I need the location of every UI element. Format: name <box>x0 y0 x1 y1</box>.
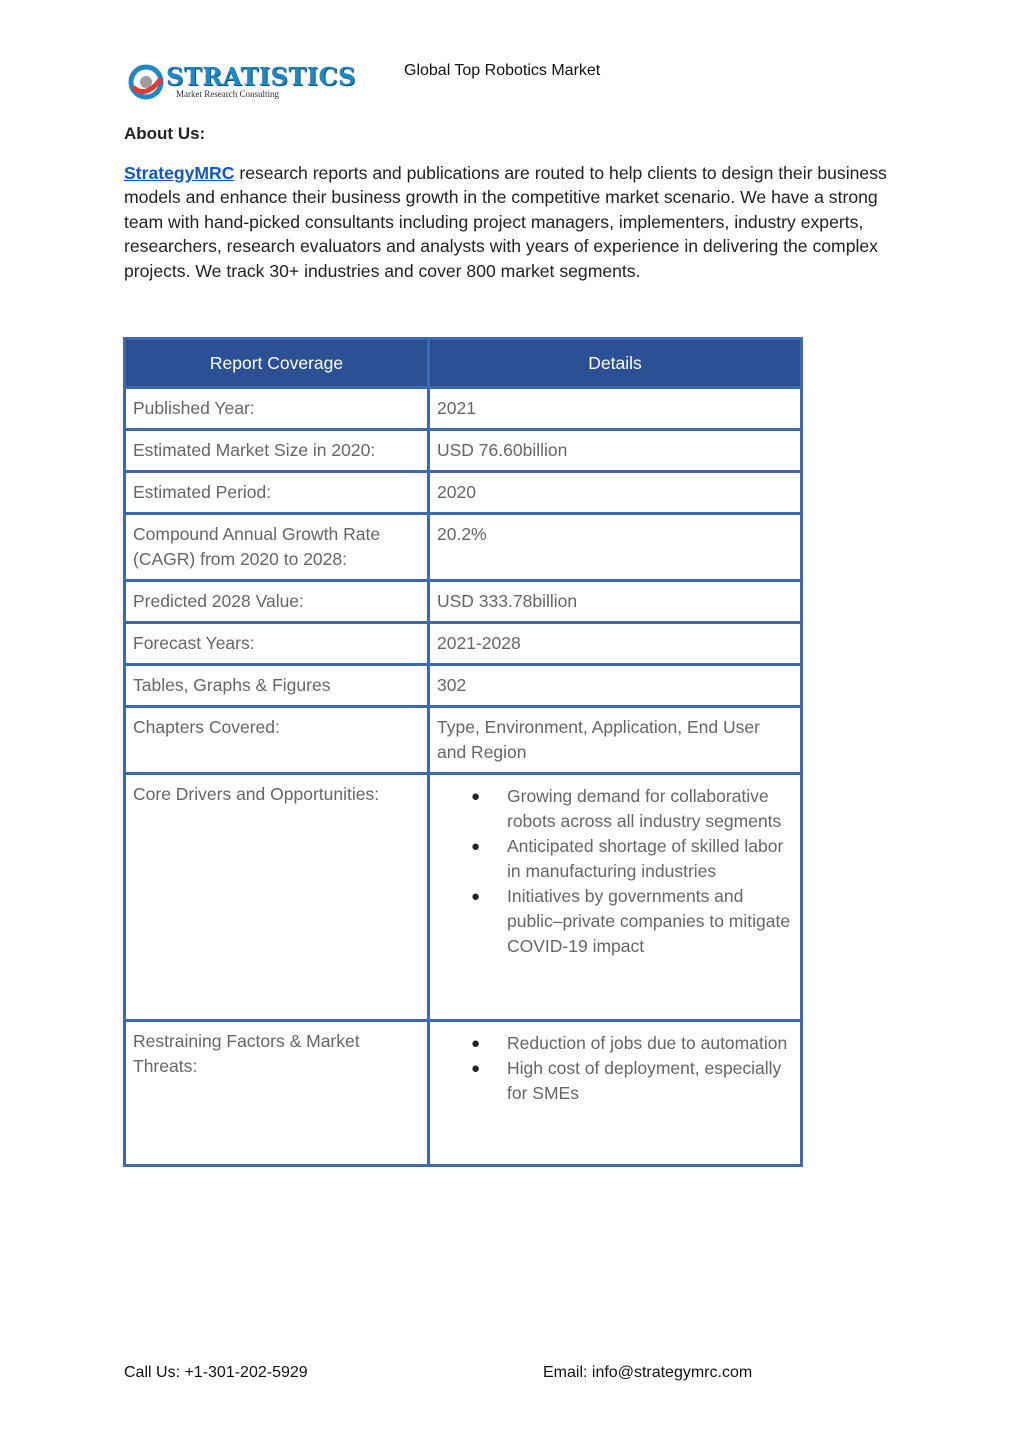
table-row-drivers <box>125 774 802 1021</box>
report-coverage-table <box>123 337 803 1167</box>
row-label: Forecast Years: <box>125 623 429 665</box>
row-label: Estimated Period: <box>125 472 429 514</box>
table-row-restraints <box>125 1021 802 1166</box>
table-row <box>125 430 802 472</box>
row-value: USD 76.60billion <box>429 430 802 472</box>
table-row <box>125 707 802 774</box>
row-label: Chapters Covered: <box>125 707 429 774</box>
row-label: Published Year: <box>125 388 429 430</box>
footer-phone: Call Us: +1-301-202-5929 <box>124 1364 308 1381</box>
table-row <box>125 581 802 623</box>
table-row <box>125 514 802 581</box>
drivers-cell <box>429 774 802 1021</box>
table-row <box>125 665 802 707</box>
logo-wordmark: STRATISTICS <box>166 62 356 91</box>
row-value: 2020 <box>429 472 802 514</box>
row-label: Estimated Market Size in 2020: <box>125 430 429 472</box>
about-heading: About Us: <box>124 124 206 143</box>
table-header-row <box>125 339 802 388</box>
header-report-coverage: Report Coverage <box>125 339 429 388</box>
about-body-text: research reports and publications are routed to help clients to design their business models and enhance their business growth in the competitive market scenario. We have a strong team with hand-picked consultants including project managers, implementers, industry experts, researchers, research evaluators and analysts with years of experience in delivering the complex projects. We track 30+ industries and cover 800 market segments. <box>124 163 887 281</box>
page-header-title: Global Top Robotics Market <box>404 62 601 79</box>
table-row <box>125 623 802 665</box>
restraints-list <box>437 1031 793 1106</box>
row-value: 2021 <box>429 388 802 430</box>
row-value: Type, Environment, Application, End User and Region <box>429 707 802 774</box>
about-paragraph <box>124 161 914 283</box>
row-label: Predicted 2028 Value: <box>125 581 429 623</box>
row-value: 20.2% <box>429 514 802 581</box>
row-label: Core Drivers and Opportunities: <box>125 774 429 1021</box>
drivers-list <box>437 784 793 959</box>
list-item: ● Growing demand for collaborative robots across all industry segments <box>471 784 793 834</box>
logo-tagline: Market Research Consulting <box>176 89 279 99</box>
logo-mark-icon <box>128 58 168 102</box>
list-item: ● High cost of deployment, especially for SMEs <box>471 1056 793 1106</box>
row-label: Tables, Graphs & Figures <box>125 665 429 707</box>
strategymrc-link[interactable]: StrategyMRC <box>124 163 235 183</box>
company-logo <box>128 58 356 106</box>
table-row <box>125 472 802 514</box>
restraints-cell <box>429 1021 802 1166</box>
row-value: 2021-2028 <box>429 623 802 665</box>
list-item: ● Anticipated shortage of skilled labor in manufacturing industries <box>471 834 793 884</box>
list-item: ● Initiatives by governments and public–private companies to mitigate COVID-19 impact <box>471 884 793 959</box>
table-row <box>125 388 802 430</box>
row-value: USD 333.78billion <box>429 581 802 623</box>
row-label: Compound Annual Growth Rate (CAGR) from 2020 to 2028: <box>125 514 429 581</box>
header-details: Details <box>429 339 802 388</box>
row-label: Restraining Factors & Market Threats: <box>125 1021 429 1166</box>
row-value: 302 <box>429 665 802 707</box>
list-item: ● Reduction of jobs due to automation <box>471 1031 793 1056</box>
footer-email: Email: info@strategymrc.com <box>543 1364 753 1381</box>
